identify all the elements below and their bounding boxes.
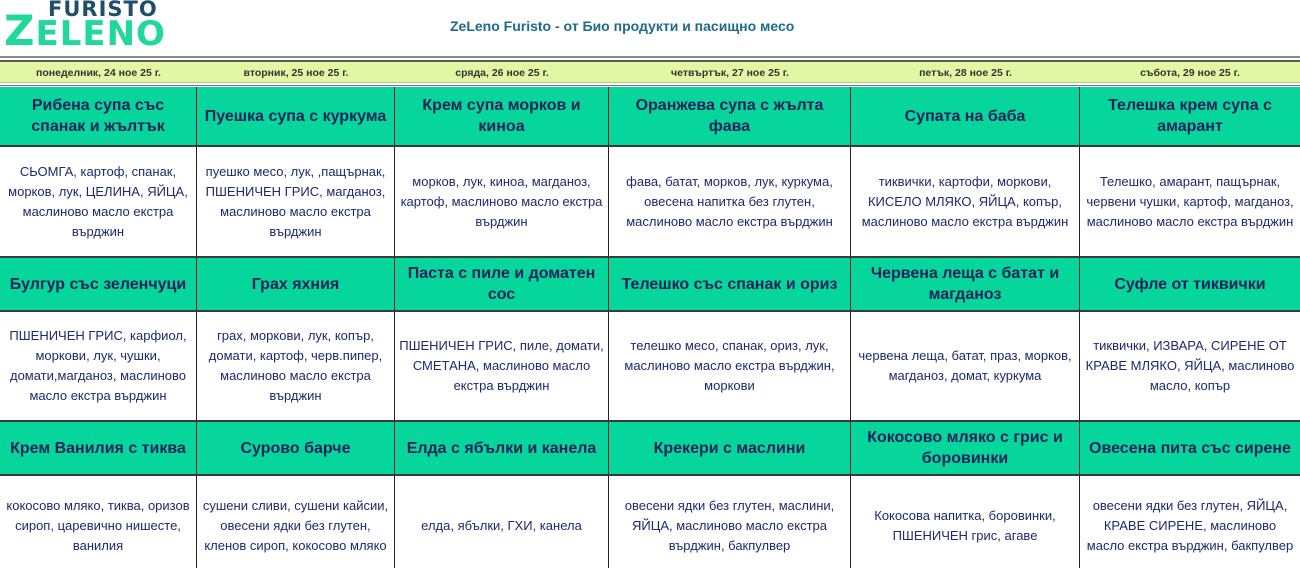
dish-title: Овесена пита със сирене	[1089, 439, 1291, 457]
ingredients: морков, лук, киноа, магданоз, картоф, маслиново масло екстра върджин	[395, 147, 609, 256]
ingredients: Кокосова напитка, боровинки, ПШЕНИЧЕН грис, агаве	[851, 476, 1080, 568]
dish-title: Крем Ванилия с тиква	[0, 422, 197, 474]
dish-row	[0, 87, 1300, 147]
dish-title: Рибена супа със спанак и жълтък	[0, 87, 197, 145]
dish-title: Сурово барче	[197, 422, 395, 474]
dish-title: Червена леща с батат и магданоз	[851, 258, 1080, 310]
dish-row	[0, 422, 1300, 476]
logo	[4, 0, 204, 55]
day-saturday: събота, 29 ное 25 г.	[1140, 66, 1240, 79]
page-title: ZeLeno Furisto - от Био продукти и пасищно месо	[450, 18, 795, 34]
day-thursday: четвъртък, 27 ное 25 г.	[671, 66, 789, 79]
ingredients: тиквички, ИЗВАРА, СИРЕНЕ ОТ КРАВЕ МЛЯКО, ЯЙЦА, маслиново масло, копър	[1085, 338, 1295, 393]
logo-z: Z	[4, 6, 36, 55]
dish-title: Супата на баба	[851, 87, 1080, 145]
ingredients: сушени сливи, сушени кайсии, овесени ядки без глутен, кленов сироп, кокосово мляко	[197, 476, 395, 568]
divider	[0, 56, 1300, 58]
day-friday: петък, 28 ное 25 г.	[919, 66, 1012, 79]
ingredients: овесени ядки без глутен, маслини, ЯЙЦА, маслиново масло екстра върджин, бакпулвер	[609, 476, 851, 568]
day-header-row	[0, 62, 1300, 83]
ingredients: тиквички, картофи, моркови, КИСЕЛО МЛЯКО, ЯЙЦА, копър, маслиново масло екстра върджин	[851, 147, 1080, 256]
divider	[0, 83, 1300, 86]
day-tuesday: вторник, 25 ное 25 г.	[243, 66, 349, 79]
dish-title: Оранжева супа с жълта фава	[609, 87, 851, 145]
dish-title: Грах яхния	[197, 258, 395, 310]
ingredients: червена леща, батат, праз, морков, магданоз, домат, куркума	[851, 312, 1080, 420]
ingredients: фава, батат, морков, лук, куркума, овесена напитка без глутен, маслиново масло екстра върджин	[609, 147, 851, 256]
dish-title: Суфле от тиквички	[1114, 275, 1266, 293]
dish-row	[0, 258, 1300, 312]
ingredients-row	[0, 312, 1300, 422]
ingredients: СЬОМГА, картоф, спанак, морков, лук, ЦЕЛИНА, ЯЙЦА, маслиново масло екстра върджин	[0, 147, 197, 256]
ingredients: кокосово мляко, тиква, оризов сироп, царевично нишесте, ванилия	[0, 476, 197, 568]
logo-eleno: ELENO	[35, 14, 166, 54]
ingredients-row	[0, 476, 1300, 568]
dish-title: Крекери с маслини	[609, 422, 851, 474]
ingredients: ПШЕНИЧЕН ГРИС, карфиол, моркови, лук, чушки, домати,магданоз, маслиново масло екстра върджин	[0, 312, 197, 420]
ingredients: телешко месо, спанак, ориз, лук, маслиново масло екстра върджин, моркови	[609, 312, 851, 420]
dish-title: Телешко със спанак и ориз	[609, 258, 851, 310]
ingredients: елда, ябълки, ГХИ, канела	[395, 476, 609, 568]
ingredients: овесени ядки без глутен, ЯЙЦА, КРАВЕ СИРЕНЕ, маслиново масло екстра върджин, бакпулвер	[1086, 498, 1294, 553]
dish-title: Булгур със зеленчуци	[0, 258, 197, 310]
menu-grid	[0, 87, 1300, 568]
logo-furisto: FURISTO	[48, 0, 158, 21]
day-wednesday: сряда, 26 ное 25 г.	[455, 66, 549, 79]
day-monday: понеделник, 24 ное 25 г.	[36, 66, 161, 79]
dish-title: Елда с ябълки и канела	[395, 422, 609, 474]
ingredients: пуешко месо, лук, ,пащърнак, ПШЕНИЧЕН ГРИС, магданоз, маслиново масло екстра върджин	[197, 147, 395, 256]
dish-title: Пуешка супа с куркума	[197, 87, 395, 145]
dish-title: Крем супа морков и киноа	[395, 87, 609, 145]
ingredients-row	[0, 147, 1300, 258]
dish-title: Телешка крем супа с амарант	[1108, 97, 1272, 135]
ingredients: грах, моркови, лук, копър, домати, картоф, черв.пипер, маслиново масло екстра върджин	[197, 312, 395, 420]
dish-title: Паста с пиле и доматен сос	[395, 258, 609, 310]
dish-title: Кокосово мляко с грис и боровинки	[851, 422, 1080, 474]
ingredients: Телешко, амарант, пащърнак, червени чушки, картоф, магданоз, маслиново масло екстра върджин	[1086, 173, 1294, 229]
ingredients: ПШЕНИЧЕН ГРИС, пиле, домати, СМЕТАНА, маслиново масло екстра върджин	[395, 312, 609, 420]
